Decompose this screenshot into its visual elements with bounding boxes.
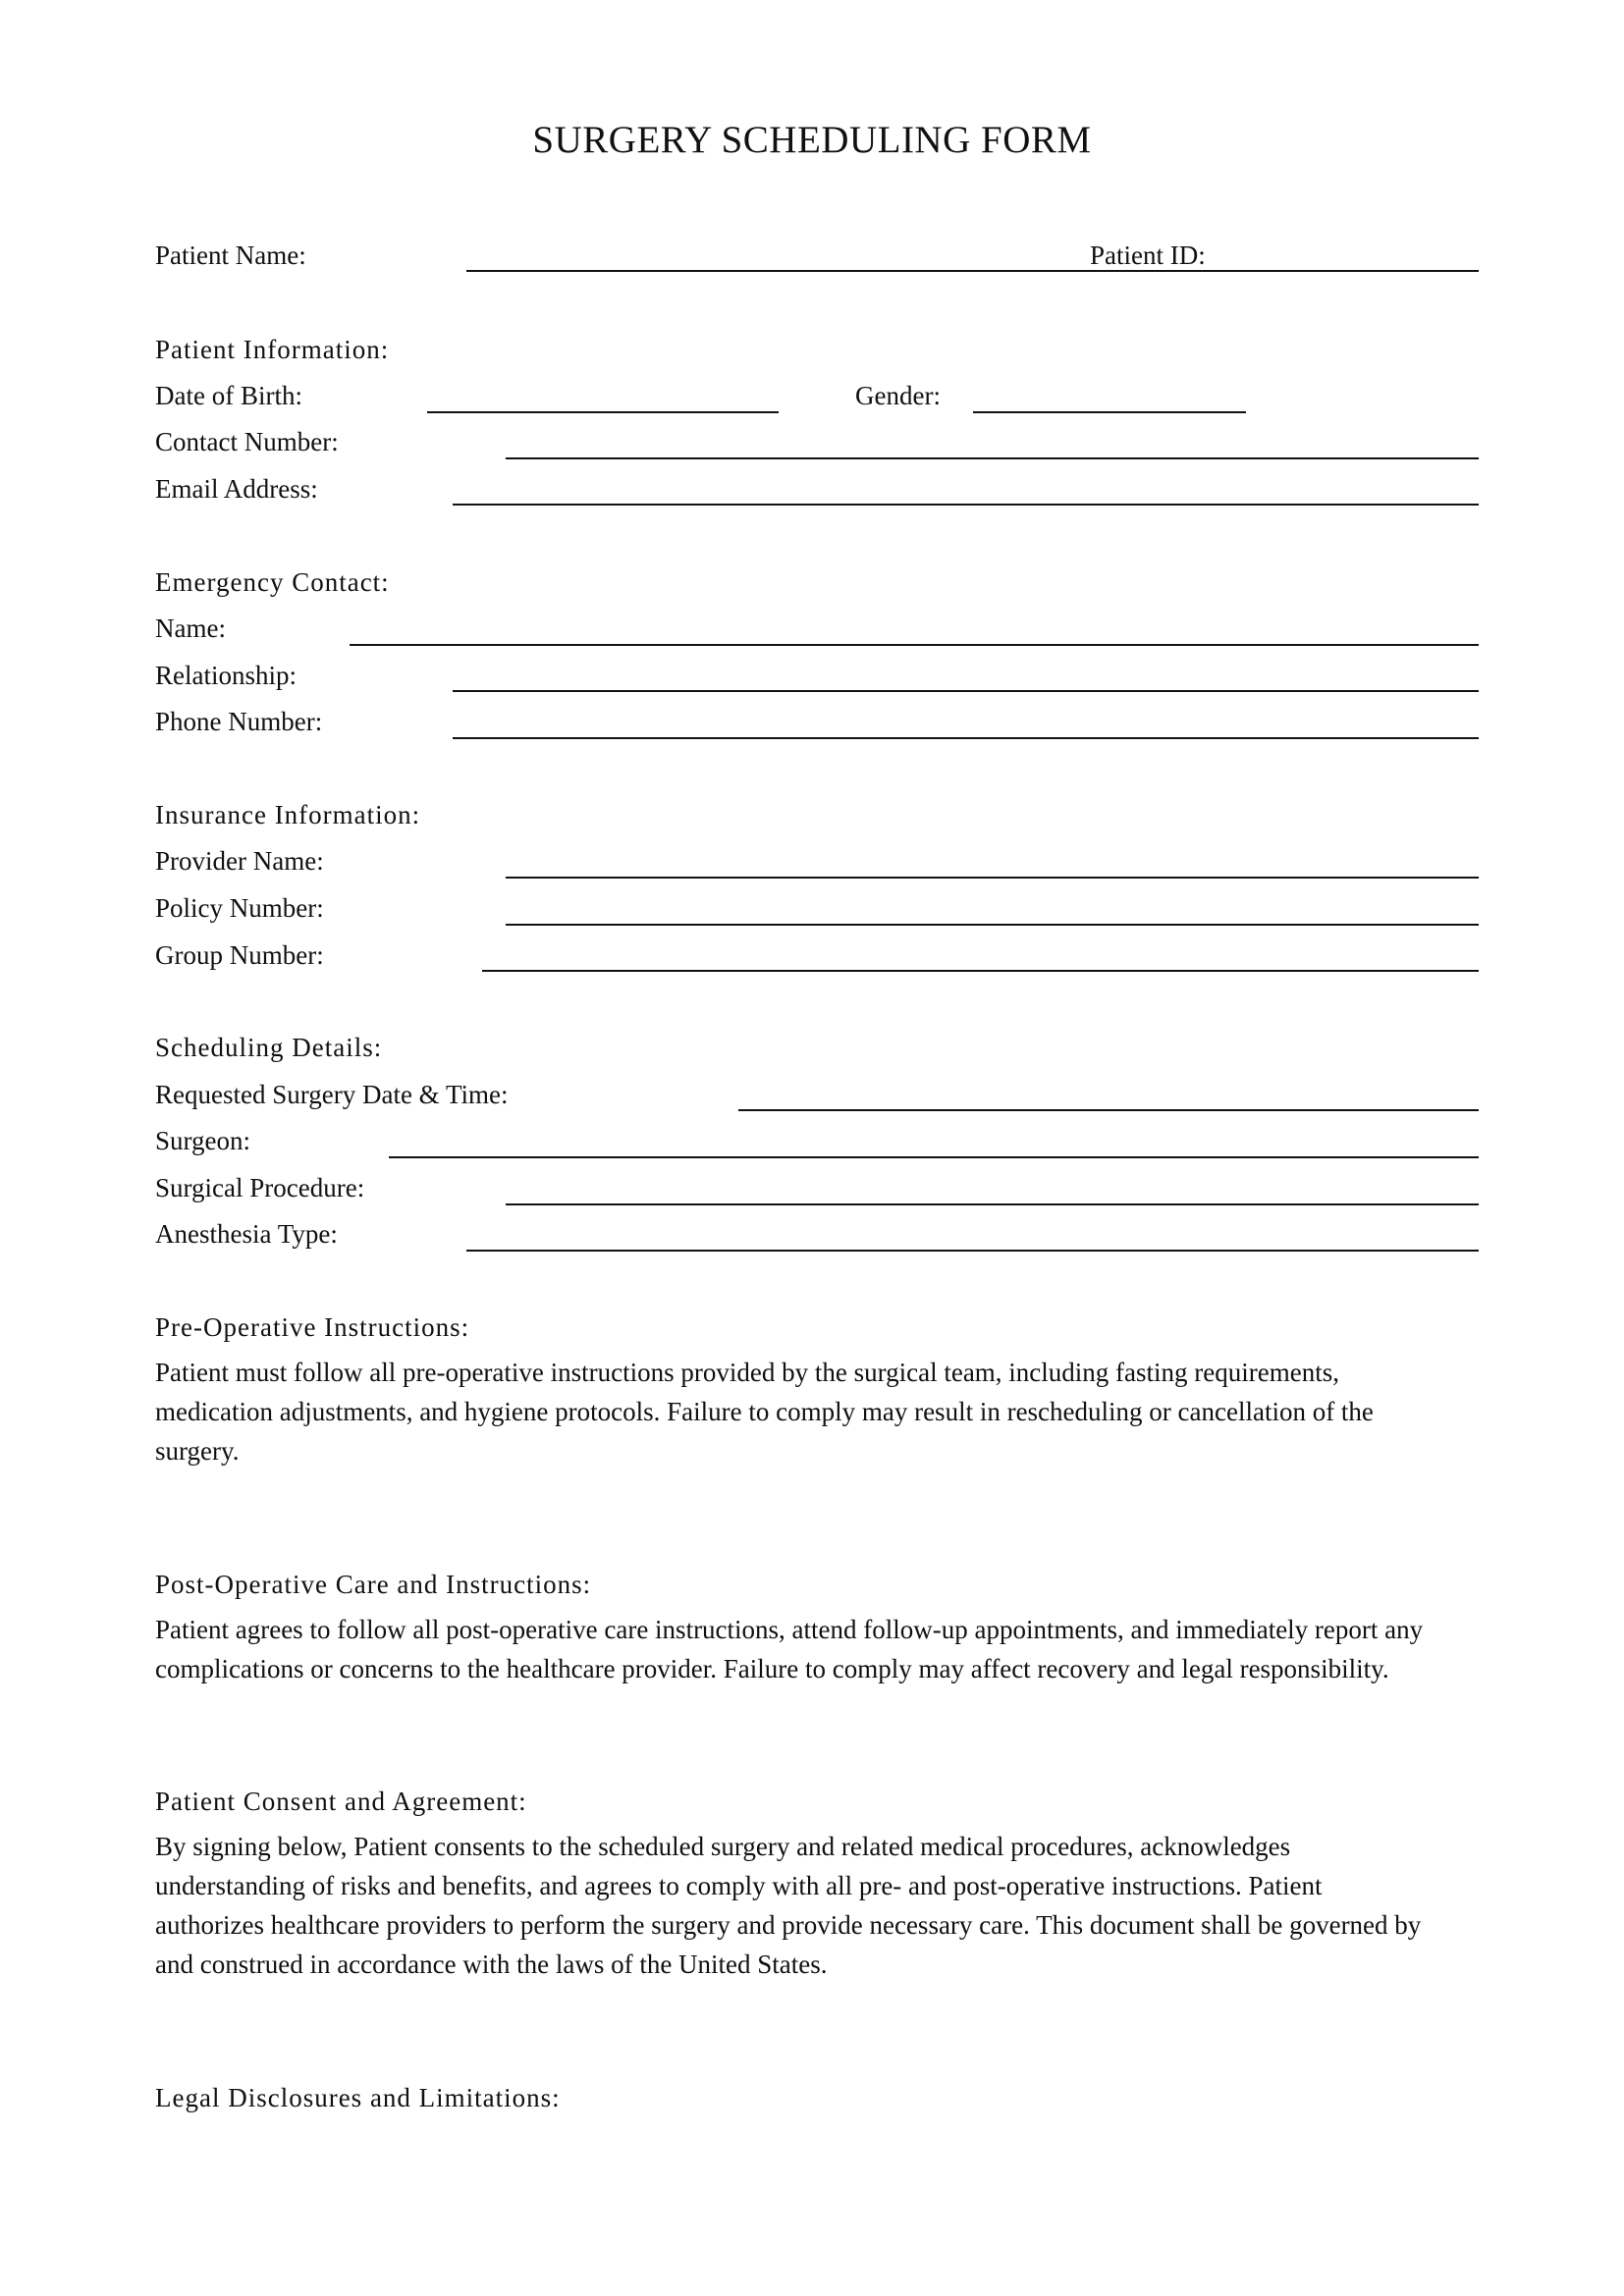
surgeon-label: Surgeon: [155, 1126, 251, 1155]
consent-line: authorizes healthcare providers to perform the surgery and provide necessary care. This document shall be governed by [155, 1910, 1422, 1940]
group-number-label: Group Number: [155, 940, 324, 970]
contact-number-field[interactable] [506, 457, 1479, 459]
provider-name-label: Provider Name: [155, 846, 324, 876]
email-field[interactable] [453, 504, 1479, 506]
anesthesia-type-label: Anesthesia Type: [155, 1219, 338, 1249]
surgery-date-time-label: Requested Surgery Date & Time: [155, 1080, 509, 1109]
scheduling-heading: Scheduling Details: [155, 1033, 383, 1062]
pre-op-heading: Pre-Operative Instructions: [155, 1312, 470, 1342]
post-op-line: Patient agrees to follow all post-operative care instructions, attend follow-up appointments, and immediately report any [155, 1615, 1424, 1644]
relationship-field[interactable] [453, 690, 1479, 692]
phone-number-label: Phone Number: [155, 707, 323, 736]
emergency-heading: Emergency Contact: [155, 567, 390, 597]
gender-label: Gender: [855, 381, 941, 410]
post-op-heading: Post-Operative Care and Instructions: [155, 1570, 592, 1599]
surgeon-field[interactable] [389, 1156, 1479, 1158]
dob-field[interactable] [427, 411, 779, 413]
contact-number-label: Contact Number: [155, 427, 339, 456]
insurance-heading: Insurance Information: [155, 800, 421, 829]
consent-line: By signing below, Patient consents to the scheduled surgery and related medical procedures, acknowledges [155, 1832, 1291, 1861]
phone-number-field[interactable] [453, 737, 1479, 739]
post-op-paragraph [155, 1610, 1490, 1688]
provider-name-field[interactable] [506, 877, 1479, 879]
patient-info-heading: Patient Information: [155, 335, 390, 364]
relationship-label: Relationship: [155, 661, 297, 690]
pre-op-line: Patient must follow all pre-operative instructions provided by the surgical team, including fasting requirements, [155, 1358, 1339, 1387]
emergency-name-field[interactable] [350, 644, 1479, 646]
consent-heading: Patient Consent and Agreement: [155, 1787, 527, 1816]
legal-heading: Legal Disclosures and Limitations: [155, 2083, 561, 2112]
post-op-line: complications or concerns to the healthcare provider. Failure to comply may affect recovery and legal responsibility. [155, 1654, 1389, 1683]
dob-label: Date of Birth: [155, 381, 302, 410]
pre-op-line: medication adjustments, and hygiene protocols. Failure to comply may result in rescheduling or cancellation of the [155, 1397, 1374, 1426]
gender-field[interactable] [973, 411, 1246, 413]
patient-name-field[interactable] [466, 270, 1479, 272]
policy-number-label: Policy Number: [155, 893, 324, 923]
email-label: Email Address: [155, 474, 318, 504]
policy-number-field[interactable] [506, 924, 1479, 926]
surgical-procedure-label: Surgical Procedure: [155, 1173, 365, 1202]
form-title: SURGERY SCHEDULING FORM [532, 119, 1092, 161]
anesthesia-type-field[interactable] [466, 1250, 1479, 1252]
consent-line: and construed in accordance with the laws of the United States. [155, 1949, 828, 1979]
emergency-name-label: Name: [155, 614, 226, 643]
patient-id-label: Patient ID: [1090, 240, 1206, 270]
surgery-date-time-field[interactable] [738, 1109, 1479, 1111]
consent-paragraph [155, 1827, 1490, 1984]
group-number-field[interactable] [482, 970, 1479, 972]
consent-line: understanding of risks and benefits, and agrees to comply with all pre- and post-operative instructions. Patient [155, 1871, 1323, 1900]
pre-op-line: surgery. [155, 1436, 240, 1466]
pre-op-paragraph [155, 1353, 1490, 1470]
surgical-procedure-field[interactable] [506, 1203, 1479, 1205]
patient-name-label: Patient Name: [155, 240, 306, 270]
